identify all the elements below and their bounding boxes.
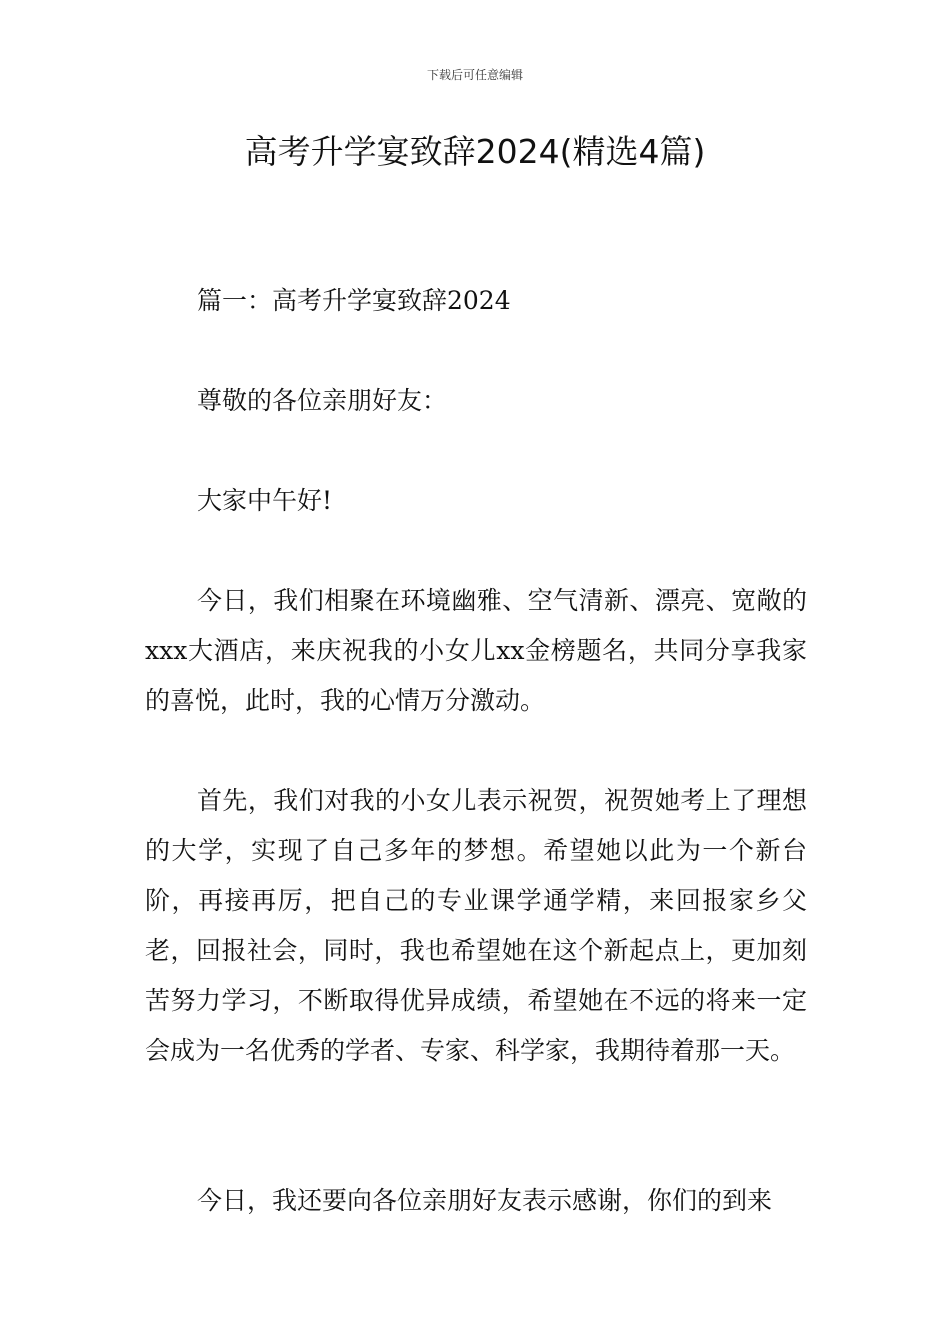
greeting: 大家中午好! xyxy=(197,486,333,515)
header-note: 下载后可任意编辑 xyxy=(426,68,523,82)
paragraph-2: 首先，我们对我的小女儿表示祝贺，祝贺她考上了理想的大学，实现了自己多年的梦想。希望她以此为一个新台阶，再接再厉，把自己的专业课学通学精，来回报家乡父老，回报社会，同时，我也希望她在这个新起点上，更加刻苦努力学习，不断取得优异成绩，希望她在不远的将来一定会成为一名优秀的学者、专家、科学家，我期待着那一天。 xyxy=(145,786,807,1065)
section-heading: 篇一：高考升学宴致辞2024 xyxy=(197,286,511,315)
paragraph-1: 今日，我们相聚在环境幽雅、空气清新、漂亮、宽敞的xxx大酒店，来庆祝我的小女儿xx金榜题名，共同分享我家的喜悦，此时，我的心情万分激动。 xyxy=(145,586,807,715)
document-title: 高考升学宴致辞2024(精选4篇) xyxy=(244,132,706,171)
salutation: 尊敬的各位亲朋好友： xyxy=(197,386,448,415)
paragraph-3: 今日，我还要向各位亲朋好友表示感谢，你们的到来 xyxy=(197,1186,773,1215)
